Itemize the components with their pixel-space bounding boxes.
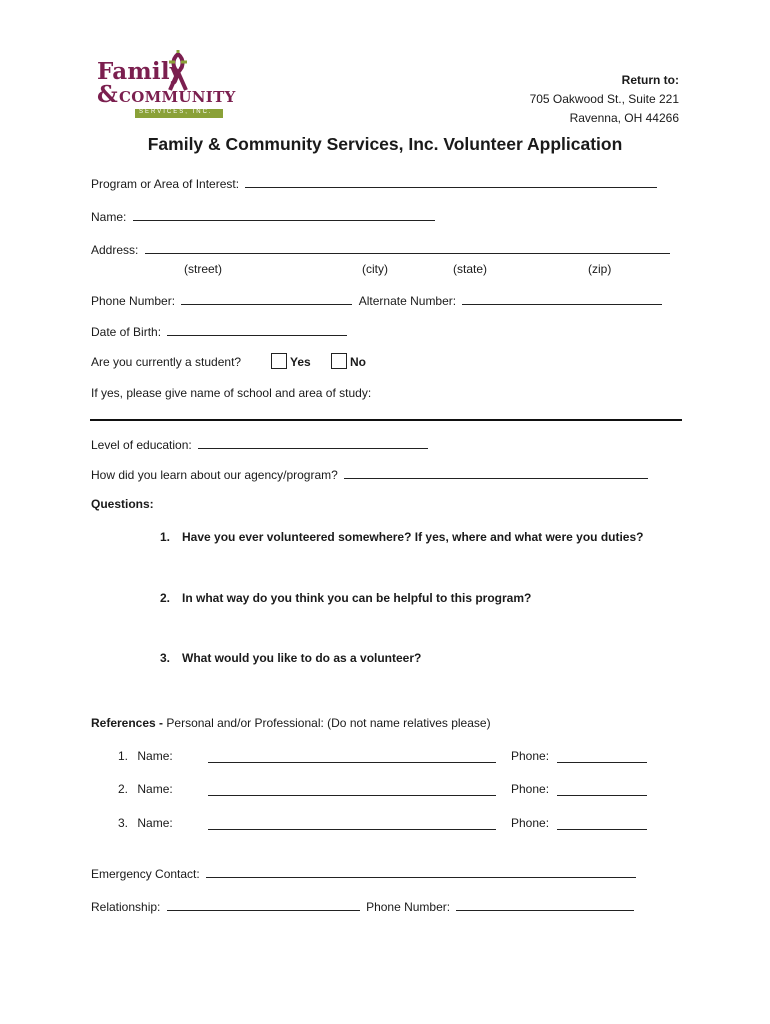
emergency-phone-label: Phone Number: xyxy=(366,900,451,914)
reference-1-name-field[interactable] xyxy=(208,751,496,763)
address-row xyxy=(91,242,670,257)
address-zip-hint: (zip) xyxy=(588,262,612,276)
student-row xyxy=(91,355,241,369)
reference-name-label: Name: xyxy=(137,816,173,830)
reference-3-phone-label: Phone: xyxy=(511,816,550,830)
return-city: Ravenna, OH 44266 xyxy=(569,111,679,125)
name-row xyxy=(91,209,435,224)
reference-name-label: Name: xyxy=(137,749,173,763)
program-field[interactable] xyxy=(245,176,657,188)
emergency-contact-label: Emergency Contact: xyxy=(91,867,200,881)
return-label: Return to: xyxy=(621,73,679,87)
name-field[interactable] xyxy=(133,209,435,221)
learn-field[interactable] xyxy=(344,467,648,479)
learn-row xyxy=(91,467,648,482)
phone-field[interactable] xyxy=(181,293,352,305)
no-checkbox[interactable] xyxy=(331,353,347,369)
organization-logo xyxy=(97,50,236,122)
question-number: 3. xyxy=(160,651,171,665)
reference-2-name-field[interactable] xyxy=(208,784,496,796)
emergency-contact-field[interactable] xyxy=(206,866,636,878)
yes-checkbox[interactable] xyxy=(271,353,287,369)
yes-label: Yes xyxy=(290,355,311,369)
reference-name-label: Name: xyxy=(137,782,173,796)
logo-word-family: Family xyxy=(97,58,184,85)
no-label: No xyxy=(350,355,366,369)
education-row xyxy=(91,437,428,452)
student-label: Are you currently a student? xyxy=(91,355,242,369)
address-field[interactable] xyxy=(145,242,670,254)
address-state-hint: (state) xyxy=(453,262,488,276)
reference-number: 3. xyxy=(118,816,129,830)
logo-ampersand: & xyxy=(97,81,118,108)
references-note: Personal and/or Professional: (Do not name relatives please) xyxy=(166,716,491,730)
dob-row xyxy=(91,324,347,339)
page-title: Family & Community Services, Inc. Volunteer Application xyxy=(147,134,623,154)
reference-number: 2. xyxy=(118,782,129,796)
reference-row-1 xyxy=(118,749,173,763)
question-number: 1. xyxy=(160,530,171,544)
return-street: 705 Oakwood St., Suite 221 xyxy=(529,92,679,106)
question-text: In what way do you think you can be helpful to this program? xyxy=(182,591,532,605)
reference-2-phone-label: Phone: xyxy=(511,782,550,796)
emergency-phone-field[interactable] xyxy=(456,899,634,911)
phone-row xyxy=(91,293,662,308)
logo-tagline-bar xyxy=(135,109,223,118)
education-label: Level of education: xyxy=(91,438,192,452)
student-no-option[interactable] xyxy=(331,353,366,369)
logo-tagline: SERVICES, INC. xyxy=(139,109,213,115)
name-label: Name: xyxy=(91,210,127,224)
reference-1-phone-label: Phone: xyxy=(511,749,550,763)
reference-1-phone-field[interactable] xyxy=(557,751,647,763)
question-2 xyxy=(160,591,531,605)
question-number: 2. xyxy=(160,591,171,605)
relationship-label: Relationship: xyxy=(91,900,161,914)
phone-label: Phone Number: xyxy=(91,294,176,308)
references-heading-row xyxy=(91,716,491,730)
emergency-contact-row xyxy=(91,866,636,881)
reference-row-3 xyxy=(118,816,173,830)
question-text: Have you ever volunteered somewhere? If yes, where and what were you duties? xyxy=(182,530,644,544)
address-label: Address: xyxy=(91,243,139,257)
school-label: If yes, please give name of school and area of study: xyxy=(91,386,372,400)
questions-heading: Questions: xyxy=(91,497,154,511)
reference-3-name-field[interactable] xyxy=(208,818,496,830)
learn-label: How did you learn about our agency/program? xyxy=(91,468,338,482)
student-yes-option[interactable] xyxy=(271,353,311,369)
return-address xyxy=(530,71,679,128)
reference-3-phone-field[interactable] xyxy=(557,818,647,830)
school-answer-line[interactable] xyxy=(90,419,682,421)
alt-phone-label: Alternate Number: xyxy=(358,294,457,308)
logo-word-community: COMMUNITY xyxy=(119,88,236,106)
reference-number: 1. xyxy=(118,749,129,763)
relationship-row xyxy=(91,899,634,914)
references-heading: References - xyxy=(91,716,164,730)
reference-row-2 xyxy=(118,782,173,796)
question-3 xyxy=(160,651,421,665)
relationship-field[interactable] xyxy=(167,899,360,911)
question-1 xyxy=(160,530,643,544)
dob-label: Date of Birth: xyxy=(91,325,162,339)
education-field[interactable] xyxy=(198,437,428,449)
program-row xyxy=(91,176,657,191)
address-city-hint: (city) xyxy=(362,262,388,276)
alt-phone-field[interactable] xyxy=(462,293,662,305)
reference-2-phone-field[interactable] xyxy=(557,784,647,796)
address-street-hint: (street) xyxy=(184,262,223,276)
dob-field[interactable] xyxy=(167,324,347,336)
question-text: What would you like to do as a volunteer? xyxy=(182,651,422,665)
program-label: Program or Area of Interest: xyxy=(91,177,240,191)
